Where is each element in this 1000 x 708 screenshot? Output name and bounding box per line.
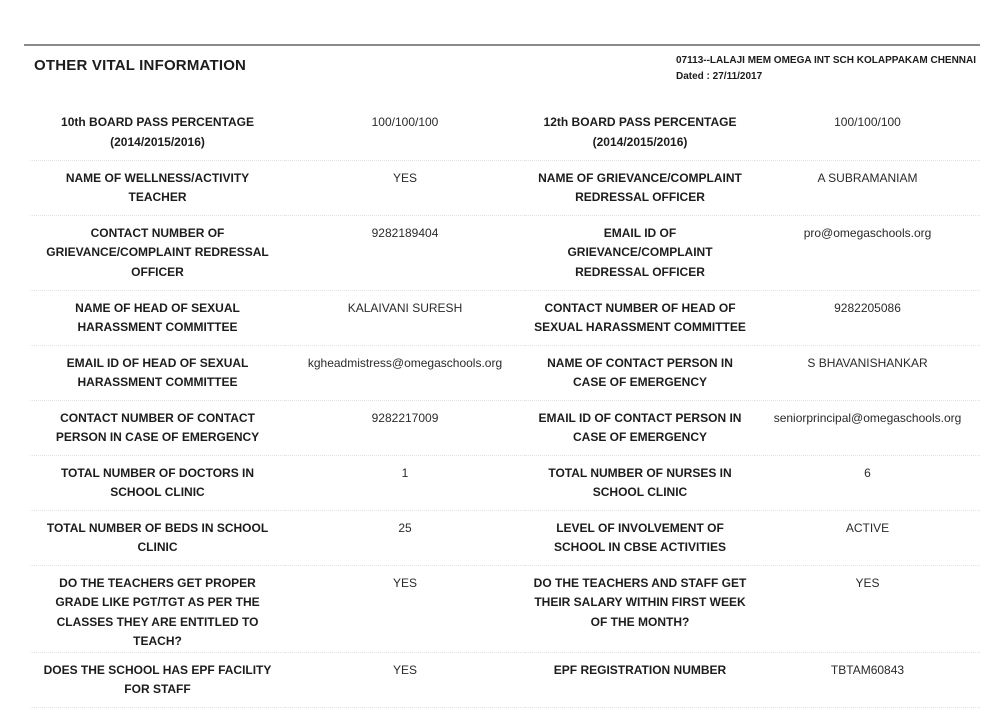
left-value: KALAIVANI SURESH <box>285 290 525 345</box>
table-row <box>30 455 980 510</box>
left-label: TOTAL NUMBER OF DOCTORS IN SCHOOL CLINIC <box>30 455 285 510</box>
right-label: CONTACT NUMBER OF HEAD OF SEXUAL HARASSMENT COMMITTEE <box>525 290 755 345</box>
left-value: 25 <box>285 510 525 565</box>
left-value: YES <box>285 565 525 652</box>
left-value: 1 <box>285 455 525 510</box>
left-label: 10th BOARD PASS PERCENTAGE (2014/2015/2016) <box>30 105 285 160</box>
left-value: 9282189404 <box>285 215 525 290</box>
left-value: YES <box>285 652 525 707</box>
right-label: TOTAL NUMBER OF NURSES IN SCHOOL CLINIC <box>525 455 755 510</box>
table-row <box>30 215 980 290</box>
right-label: DO THE TEACHERS AND STAFF GET THEIR SALARY WITHIN FIRST WEEK OF THE MONTH? <box>525 565 755 652</box>
right-label: LEVEL OF INVOLVEMENT OF SCHOOL IN CBSE ACTIVITIES <box>525 510 755 565</box>
left-label: TOTAL NUMBER OF BEDS IN SCHOOL CLINIC <box>30 510 285 565</box>
top-rule <box>24 44 980 46</box>
right-value: 9282205086 <box>755 290 980 345</box>
left-label: DOES THE SCHOOL HAS EPF FACILITY FOR STAFF <box>30 652 285 707</box>
school-name: 07113--LALAJI MEM OMEGA INT SCH KOLAPPAKAM CHENNAI <box>676 55 977 66</box>
right-value: ACTIVE <box>755 510 980 565</box>
left-label: DO THE TEACHERS GET PROPER GRADE LIKE PGT/TGT AS PER THE CLASSES THEY ARE ENTITLED TO TEACH? <box>30 565 285 652</box>
table-row <box>30 290 980 345</box>
table-row <box>30 400 980 455</box>
table-row <box>30 345 980 400</box>
right-label: EMAIL ID OF CONTACT PERSON IN CASE OF EMERGENCY <box>525 400 755 455</box>
dated: Dated : 27/11/2017 <box>676 71 763 82</box>
right-value: YES <box>755 565 980 652</box>
right-value: 6 <box>755 455 980 510</box>
left-label: CONTACT NUMBER OF GRIEVANCE/COMPLAINT REDRESSAL OFFICER <box>30 215 285 290</box>
right-value: TBTAM60843 <box>755 652 980 707</box>
right-value: pro@omegaschools.org <box>755 215 980 290</box>
school-info <box>676 53 976 85</box>
left-value: YES <box>285 160 525 215</box>
right-label: NAME OF CONTACT PERSON IN CASE OF EMERGENCY <box>525 345 755 400</box>
table-row <box>30 160 980 215</box>
right-label: NAME OF GRIEVANCE/COMPLAINT REDRESSAL OFFICER <box>525 160 755 215</box>
right-value: seniorprincipal@omegaschools.org <box>755 400 980 455</box>
left-value: 100/100/100 <box>285 105 525 160</box>
table-row <box>30 565 980 652</box>
right-value: S BHAVANISHANKAR <box>755 345 980 400</box>
right-label: 12th BOARD PASS PERCENTAGE (2014/2015/2016) <box>525 105 755 160</box>
left-label: EMAIL ID OF HEAD OF SEXUAL HARASSMENT COMMITTEE <box>30 345 285 400</box>
right-label: EPF REGISTRATION NUMBER <box>525 652 755 707</box>
left-value: kgheadmistress@omegaschools.org <box>285 345 525 400</box>
left-label: CONTACT NUMBER OF CONTACT PERSON IN CASE OF EMERGENCY <box>30 400 285 455</box>
vital-info-table <box>30 105 980 708</box>
right-label: EMAIL ID OF GRIEVANCE/COMPLAINT REDRESSAL OFFICER <box>525 215 755 290</box>
left-label: NAME OF HEAD OF SEXUAL HARASSMENT COMMITTEE <box>30 290 285 345</box>
table-row <box>30 105 980 160</box>
table-row <box>30 510 980 565</box>
section-title: OTHER VITAL INFORMATION <box>34 57 247 74</box>
left-label: NAME OF WELLNESS/ACTIVITY TEACHER <box>30 160 285 215</box>
table-row <box>30 652 980 707</box>
left-value: 9282217009 <box>285 400 525 455</box>
right-value: 100/100/100 <box>755 105 980 160</box>
right-value: A SUBRAMANIAM <box>755 160 980 215</box>
